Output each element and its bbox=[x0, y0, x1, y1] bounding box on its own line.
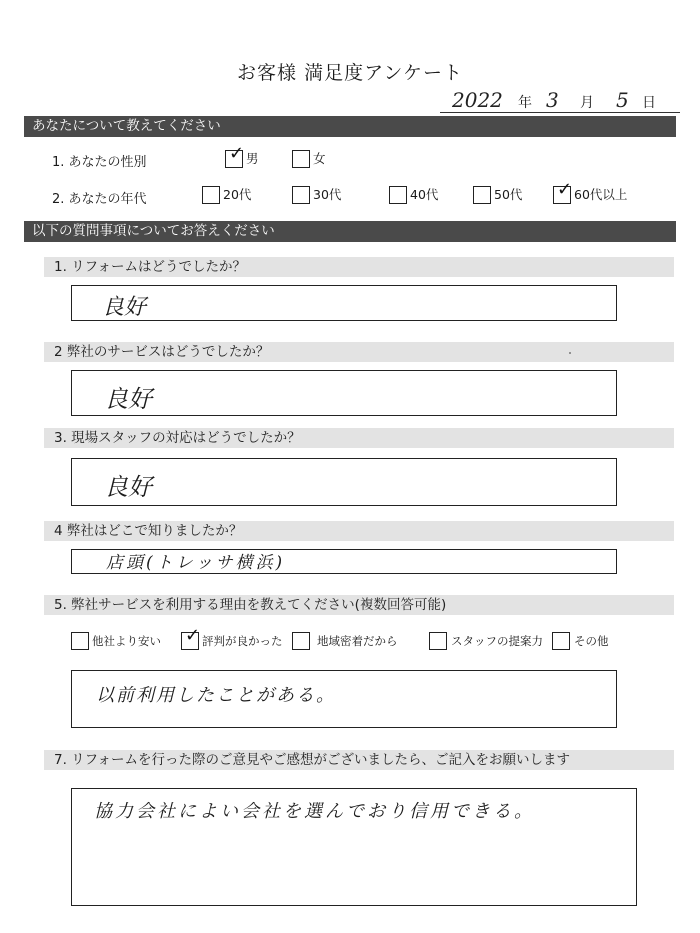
gender-female-checkbox[interactable] bbox=[292, 150, 310, 168]
question-1-label: 1. リフォームはどうでしたか？ bbox=[44, 257, 674, 277]
section-header-about-you: あなたについて教えてください bbox=[24, 116, 676, 137]
date-year-label: 年 bbox=[518, 95, 532, 111]
date-month[interactable]: 3 bbox=[546, 88, 559, 112]
question-4-label: 4 弊社はどこで知りましたか？ bbox=[44, 521, 674, 541]
date-month-label: 月 bbox=[580, 95, 594, 111]
age-50s-label: 50代 bbox=[494, 187, 523, 202]
age-60s-plus-label: 60代以上 bbox=[574, 187, 628, 202]
gender-question-label: 1. あなたの性別 bbox=[52, 155, 147, 170]
age-50s-checkbox[interactable] bbox=[473, 186, 491, 204]
date-day[interactable]: 5 bbox=[616, 88, 629, 112]
date-underline bbox=[440, 112, 680, 113]
question-5-label: 5. 弊社サービスを利用する理由を教えてください(複数回答可能) bbox=[44, 595, 674, 615]
question-2-answer-box[interactable] bbox=[71, 370, 617, 416]
gender-male-checkbox[interactable] bbox=[225, 143, 245, 168]
reason-cheaper-checkbox[interactable] bbox=[71, 632, 89, 650]
question-1-answer-box[interactable] bbox=[71, 285, 617, 321]
reason-other-label: その他 bbox=[574, 634, 609, 648]
age-30s-checkbox[interactable] bbox=[292, 186, 310, 204]
reason-cheaper-label: 他社より安い bbox=[92, 634, 161, 648]
question-7-label: 7. リフォームを行った際のご意見やご感想がございましたら、ご記入をお願いします bbox=[44, 750, 674, 770]
reason-local-label: 地域密着だから bbox=[317, 634, 398, 648]
reason-reputation-label: 評判が良かった bbox=[202, 634, 283, 648]
question-7-answer-box[interactable] bbox=[71, 788, 637, 906]
question-5-answer-box[interactable] bbox=[71, 670, 617, 728]
age-20s-label: 20代 bbox=[223, 187, 252, 202]
gender-female-label: 女 bbox=[313, 151, 326, 166]
question-5-answer-text: 以前利用したことがある。 bbox=[96, 685, 336, 706]
checkmark-icon: ✓ bbox=[185, 625, 201, 646]
date-day-label: 日 bbox=[642, 95, 656, 111]
question-4-answer-box[interactable] bbox=[71, 549, 617, 574]
reason-reputation-checkbox[interactable] bbox=[181, 625, 201, 650]
date-year[interactable]: 2022 bbox=[452, 88, 503, 112]
section-header-questions: 以下の質問事項についてお答えください bbox=[24, 221, 676, 242]
reason-staff-proposal-label: スタッフの提案力 bbox=[451, 634, 543, 648]
age-40s-checkbox[interactable] bbox=[389, 186, 407, 204]
page-title: お客様 満足度アンケート bbox=[237, 62, 463, 84]
gender-male-label: 男 bbox=[246, 151, 259, 166]
age-60s-plus-checkbox[interactable] bbox=[553, 179, 573, 204]
age-30s-label: 30代 bbox=[313, 187, 342, 202]
question-2-answer-text: 良好 bbox=[104, 385, 152, 413]
age-question-label: 2. あなたの年代 bbox=[52, 192, 147, 207]
question-4-answer-text: 店頭(トレッサ横浜) bbox=[106, 553, 286, 573]
reason-staff-proposal-checkbox[interactable] bbox=[429, 632, 447, 650]
question-7-answer-text: 協力会社によい会社を選んでおり信用できる。 bbox=[94, 801, 535, 822]
question-3-answer-box[interactable] bbox=[71, 458, 617, 506]
question-3-answer-text: 良好 bbox=[104, 473, 152, 501]
checkmark-icon: ✓ bbox=[229, 143, 245, 164]
question-2-label: 2 弊社のサービスはどうでしたか？ bbox=[44, 342, 674, 362]
checkmark-icon: ✓ bbox=[557, 179, 573, 200]
question-1-answer-text: 良好 bbox=[102, 295, 147, 320]
scan-speck bbox=[569, 352, 571, 354]
age-40s-label: 40代 bbox=[410, 187, 439, 202]
reason-other-checkbox[interactable] bbox=[552, 632, 570, 650]
reason-local-checkbox[interactable] bbox=[292, 632, 310, 650]
age-20s-checkbox[interactable] bbox=[202, 186, 220, 204]
question-3-label: 3. 現場スタッフの対応はどうでしたか？ bbox=[44, 428, 674, 448]
